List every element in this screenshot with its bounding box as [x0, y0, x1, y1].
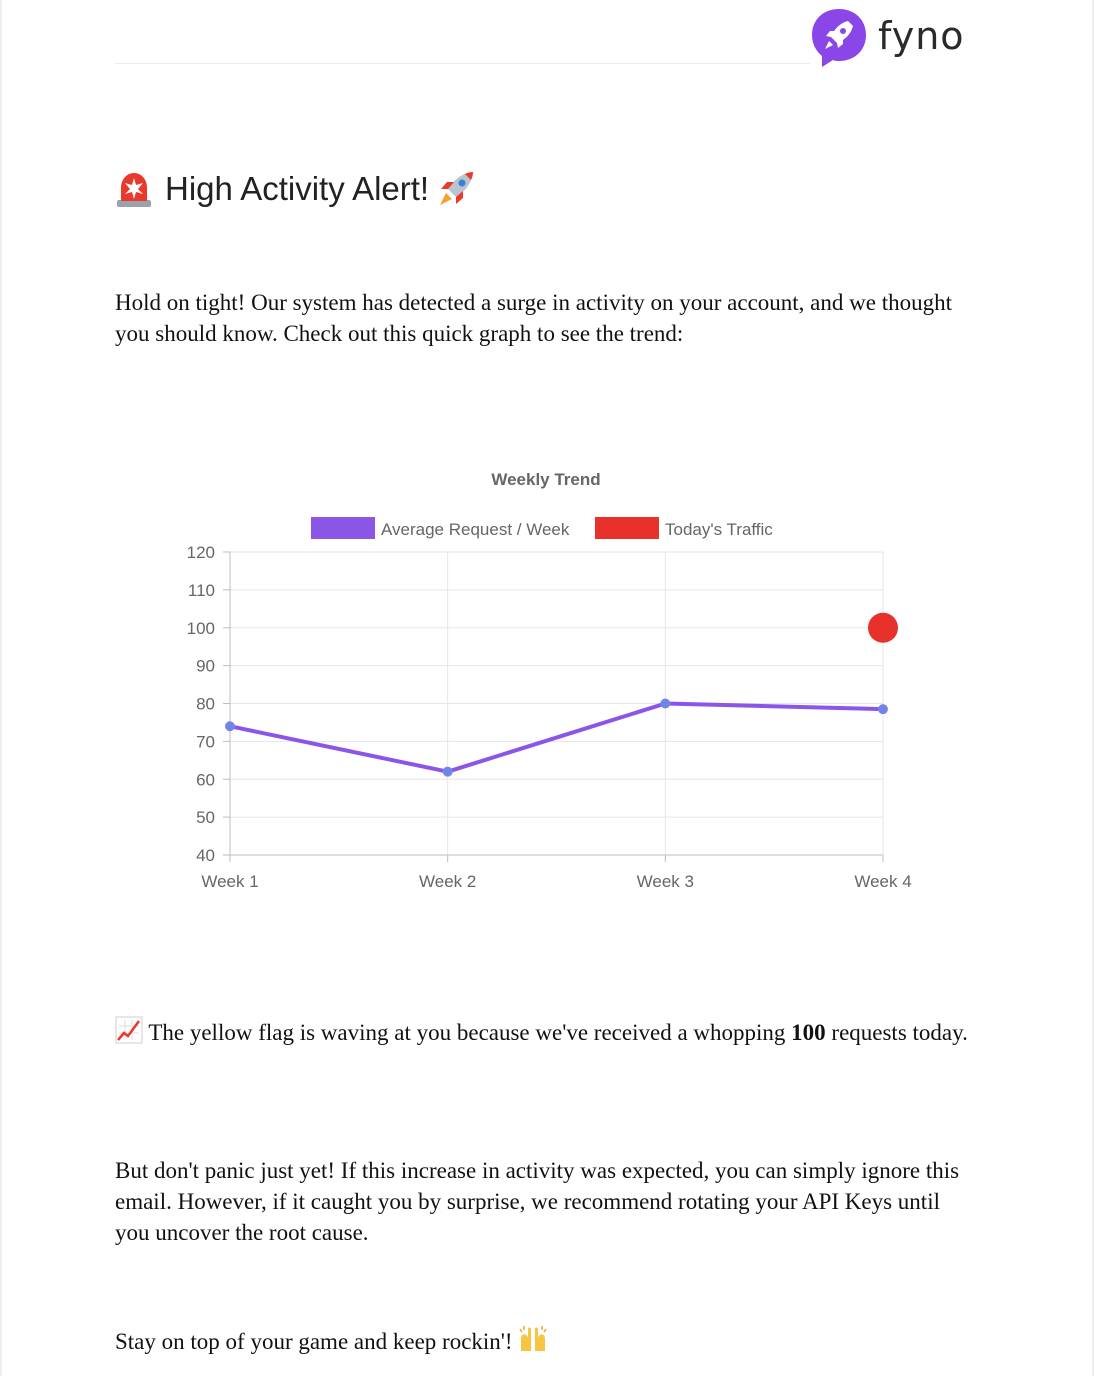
y-tick-label: 110 [187, 580, 215, 600]
data-point-average [226, 722, 235, 731]
legend-label-average: Average Request / Week [381, 520, 570, 539]
y-tick-label: 90 [196, 656, 215, 676]
x-tick-label: Week 4 [854, 872, 912, 891]
alert-paragraph [115, 1016, 975, 1048]
logo-text: fyno [878, 14, 965, 58]
weekly-trend-chart [150, 455, 950, 905]
x-tick-label: Week 1 [201, 872, 259, 891]
alert-text-before: The yellow flag is waving at you because we've received a whopping [148, 1020, 792, 1045]
raising-hands-icon [518, 1325, 548, 1353]
chart-title: Weekly Trend [491, 470, 601, 489]
legend-swatch-average [311, 517, 375, 539]
signoff-paragraph [115, 1325, 975, 1357]
data-point-average [443, 767, 452, 776]
signoff-text: Stay on top of your game and keep rockin'! [115, 1329, 513, 1354]
data-point-average [661, 699, 670, 708]
intro-paragraph: Hold on tight! Our system has detected a surge in activity on your account, and we thought you should know. Check out this quick graph to see the trend: [115, 290, 952, 346]
x-tick-label: Week 3 [636, 872, 694, 891]
y-tick-label: 100 [186, 618, 215, 638]
y-tick-label: 70 [196, 732, 215, 752]
page-border-left [0, 0, 2, 1376]
x-tick-label: Week 2 [419, 872, 477, 891]
fyno-logo[interactable] [810, 6, 965, 70]
request-count: 100 [791, 1020, 826, 1045]
rocket-chat-icon [810, 7, 868, 69]
alert-text-after: requests today. [825, 1020, 968, 1045]
legend-label-today: Today's Traffic [665, 520, 773, 539]
y-tick-label: 80 [196, 694, 215, 714]
advice-paragraph: But don't panic just yet! If this increase in activity was expected, you can simply ignore this email. However, if it caught you by surprise, we recommend rotating your API Keys until you uncover the root cause. [115, 1158, 960, 1245]
data-point-average [879, 705, 888, 714]
legend-swatch-today [595, 517, 659, 539]
header-divider [115, 63, 810, 64]
page-title [115, 170, 475, 208]
chart-increasing-icon [115, 1016, 143, 1044]
chart-legend[interactable] [311, 517, 773, 539]
y-tick-label: 40 [196, 846, 215, 865]
series-line-average [230, 704, 883, 772]
rocket-icon [437, 170, 475, 208]
data-point-today [868, 613, 898, 643]
y-tick-label: 120 [186, 543, 215, 562]
y-tick-label: 60 [196, 770, 215, 790]
y-tick-label: 50 [196, 808, 215, 828]
siren-icon [115, 170, 153, 208]
title-text: High Activity Alert! [165, 170, 430, 207]
